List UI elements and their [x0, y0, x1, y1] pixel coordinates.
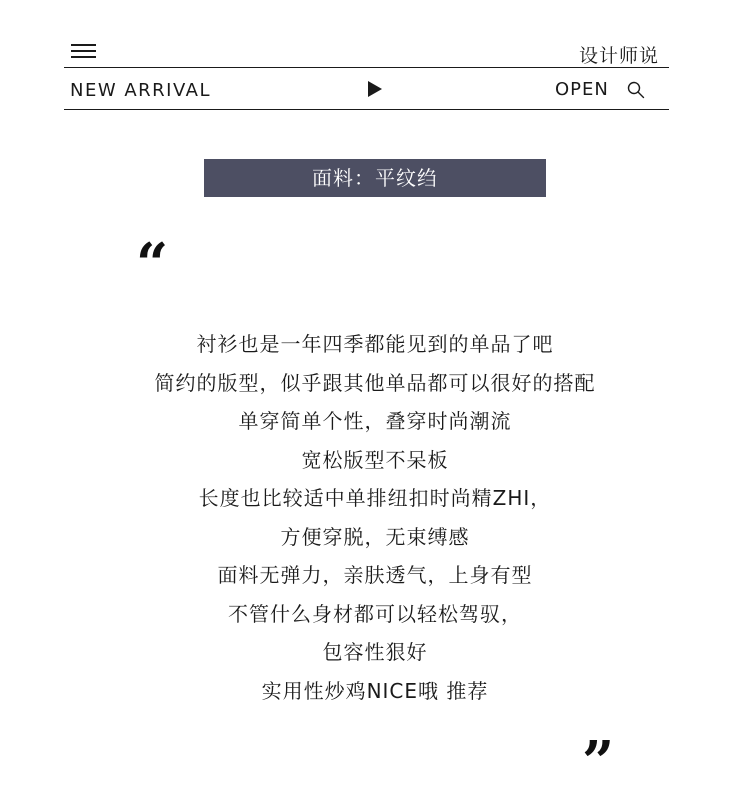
- fabric-banner: 面料：平纹绉: [204, 159, 546, 197]
- description-line: 面料无弹力，亲肤透气，上身有型: [217, 563, 533, 587]
- menu-icon[interactable]: [71, 44, 96, 60]
- open-label[interactable]: OPEN: [555, 79, 609, 100]
- designer-say-link[interactable]: 设计师说: [578, 45, 659, 67]
- new-arrival-label[interactable]: NEW ARRIVAL: [70, 80, 211, 101]
- description-line: 衬衫也是一年四季都能见到的单品了吧: [196, 332, 554, 356]
- description-line: 包容性狠好: [322, 640, 428, 664]
- open-quote-mark: “: [136, 231, 169, 297]
- description-line: 长度也比较适中单排纽扣时尚精ZHI，: [198, 486, 552, 510]
- nav-bar: [64, 68, 669, 110]
- play-icon[interactable]: [368, 81, 382, 97]
- description-text: [0, 325, 750, 710]
- description-line: 方便穿脱，无束缚感: [280, 524, 470, 549]
- description-line: 宽松版型不呆板: [301, 447, 449, 472]
- close-quote-mark: ”: [582, 729, 615, 795]
- top-bar: [64, 36, 669, 68]
- search-icon[interactable]: [627, 81, 645, 99]
- description-line: 不管什么身材都可以轻松驾驭，: [228, 601, 522, 626]
- description-line: 简约的版型，似乎跟其他单品都可以很好的搭配: [154, 370, 596, 395]
- description-line: 实用性炒鸡NICE哦 推荐: [261, 678, 489, 703]
- description-line: 单穿简单个性，叠穿时尚潮流: [238, 409, 512, 433]
